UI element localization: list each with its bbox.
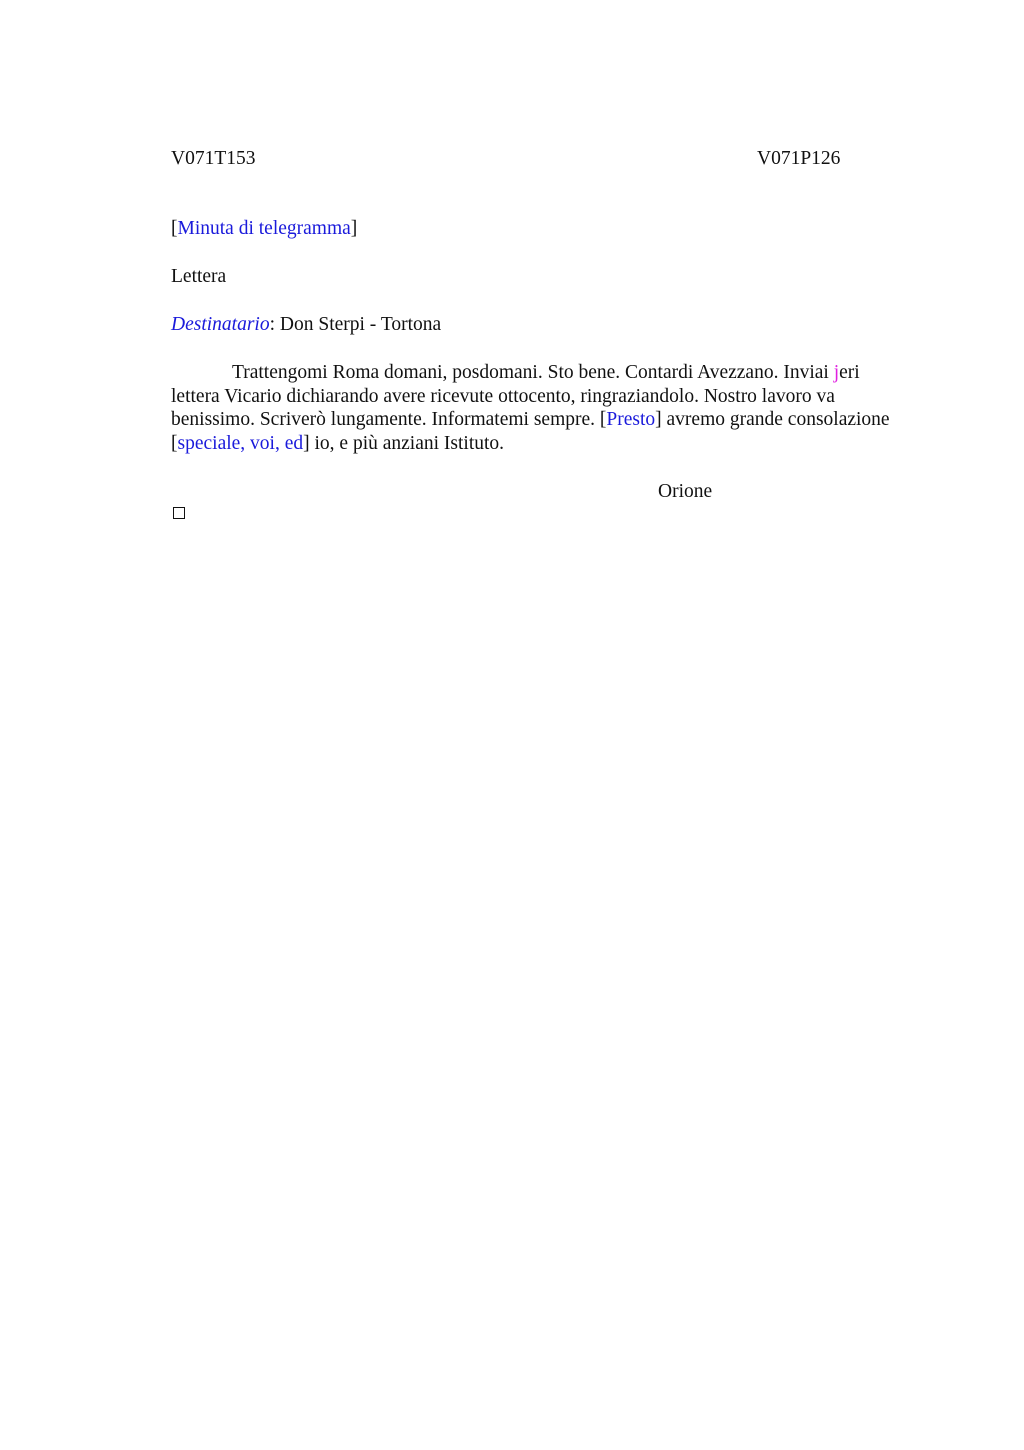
recipient-line — [171, 313, 441, 337]
document-title — [171, 217, 357, 241]
body-part-1: Trattengomi Roma domani, posdomani. Sto bene. Contardi Avezzano. Inviai — [232, 362, 834, 383]
document-id-left: V071T153 — [171, 148, 256, 169]
end-square-icon — [173, 507, 185, 519]
document-type: Lettera — [171, 266, 227, 287]
body-insert-2: speciale, voi, ed — [177, 433, 304, 455]
body-variant-letter: j — [833, 362, 840, 383]
recipient-label: Destinatario — [171, 314, 270, 335]
recipient-separator: : — [269, 314, 280, 335]
letter-body — [171, 361, 906, 456]
document-id-right: V071P126 — [757, 148, 841, 169]
body-part-4: ] io, e più anziani Istituto. — [303, 433, 505, 455]
recipient-value: Don Sterpi - Tortona — [279, 314, 442, 335]
title-bracket-open: [ — [171, 218, 178, 239]
signature: Orione — [658, 481, 713, 502]
body-insert-1: Presto — [606, 409, 656, 431]
body-part-3: ] avremo grande consolazione [ — [171, 409, 890, 455]
title-bracket-close: ] — [350, 218, 358, 239]
body-part-2: eri lettera Vicario dichiarando avere ricevute ottocento, ringraziandolo. Nostro lavoro va benissimo. Scriverò lungamente. Informatemi sempre. [ — [171, 362, 860, 431]
title-text: Minuta di telegramma — [177, 218, 351, 239]
